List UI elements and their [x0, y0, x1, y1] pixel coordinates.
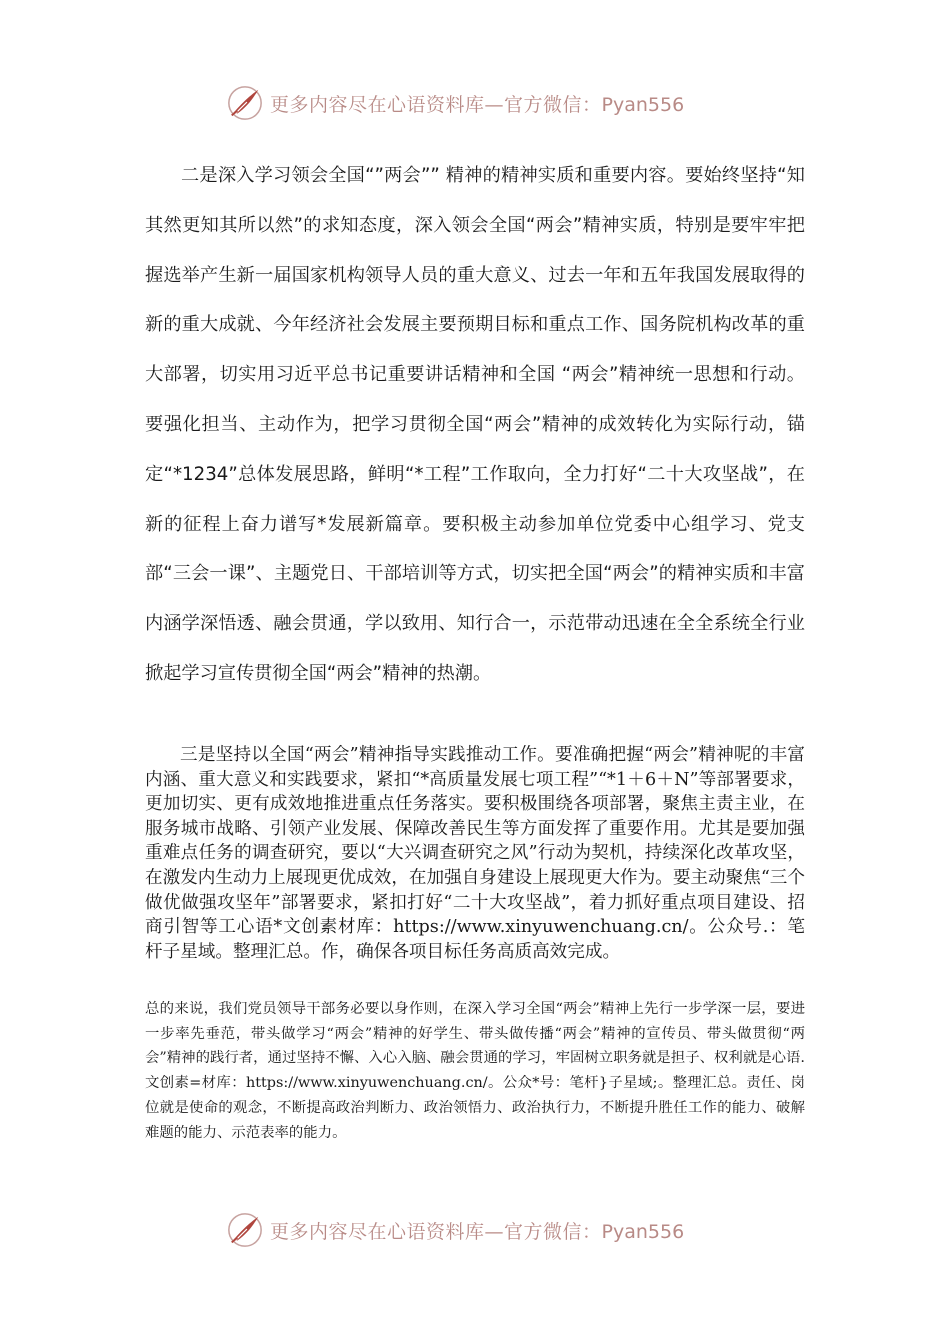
wechat-id: Pyan556 — [601, 93, 685, 116]
quill-pen-logo-icon — [226, 1211, 264, 1249]
footer-banner — [226, 1207, 746, 1253]
paragraph-3: 总的来说，我们党员领导干部务必要以身作则，在深入学习全国“两会”精神上先行一步学深一层，要进一步率先垂范，带头做学习“两会”精神的好学生、带头做传播“两会”精神的宣传员、带头做贯彻“两会”精神的践行者，通过坚持不懈、入心入脑、融会贯通的学习，牢固树立职务就是担子、权利就是心语.文创素=材库：https://www.xinyuwenchuang.cn/。公众*号：笔杆}子星域;。整理汇总。责任、岗位就是使命的观念，不断提高政治判断力、政治领悟力、政治执行力，不断提升胜任工作的能力、破解难题的能力、示范表率的能力。 — [145, 1001, 805, 1141]
paragraph-2: 三是坚持以全国“两会”精神指导实践推动工作。要准确把握“两会”精神呢的丰富内涵、重大意义和实践要求，紧扣“*高质量发展七项工程”“*1＋6＋N”等部署要求，更加切实、更有成效地推进重点任务落实。要积极围绕各项部署，聚焦主责主业，在服务城市战略、引领产业发展、保障改善民生等方面发挥了重要作用。尤其是要加强重难点任务的调查研究，要以“大兴调查研究之风”行动为契机，持续深化改革攻坚，在激发内生动力上展现更优成效，在加强自身建设上展现更大作为。要主动聚焦“三个做优做强攻坚年”部署要求，紧扣打好“二十大攻坚战”，着力抓好重点项目建设、招商引智等工心语*文创素材库：https://www.xinyuwenchuang.cn/。公众号.：笔杆子星域。整理汇总。作，确保各项目标任务高质高效完成。 — [145, 745, 805, 962]
banner-text — [270, 1217, 684, 1244]
banner-label: 更多内容尽在心语资料库—官方微信： — [270, 93, 602, 116]
header-banner — [226, 80, 746, 126]
banner-label: 更多内容尽在心语资料库—官方微信： — [270, 1220, 602, 1243]
quill-pen-logo-icon — [226, 84, 264, 122]
paragraph-1: 二是深入学习领会全国“”两会”” 精神的精神实质和重要内容。要始终坚持“知其然更知其所以然”的求知态度，深入领会全国“两会”精神实质，特别是要牢牢把握选举产生新一届国家机构领导人员的重大意义、过去一年和五年我国发展取得的新的重大成就、今年经济社会发展主要预期目标和重点工作、国务院机构改革的重大部署，切实用习近平总书记重要讲话精神和全国 “两会”精神统一思想和行动。要强化担当、主动作为，把学习贯彻全国“两会”精神的成效转化为实际行动，锚定“*1234”总体发展思路，鲜明“*工程”工作取向，全力打好“二十大攻坚战”，在新的征程上奋力谱写*发展新篇章。要积极主动参加单位党委中心组学习、党支部“三会一课”、主题党日、干部培训等方式，切实把全国“两会”的精神实质和丰富内涵学深悟透、融会贯通，学以致用、知行合一，示范带动迅速在全全系统全行业掀起学习宣传贯彻全国“两会”精神的热潮。 — [145, 165, 805, 684]
banner-text — [270, 90, 684, 117]
wechat-id: Pyan556 — [601, 1220, 685, 1243]
